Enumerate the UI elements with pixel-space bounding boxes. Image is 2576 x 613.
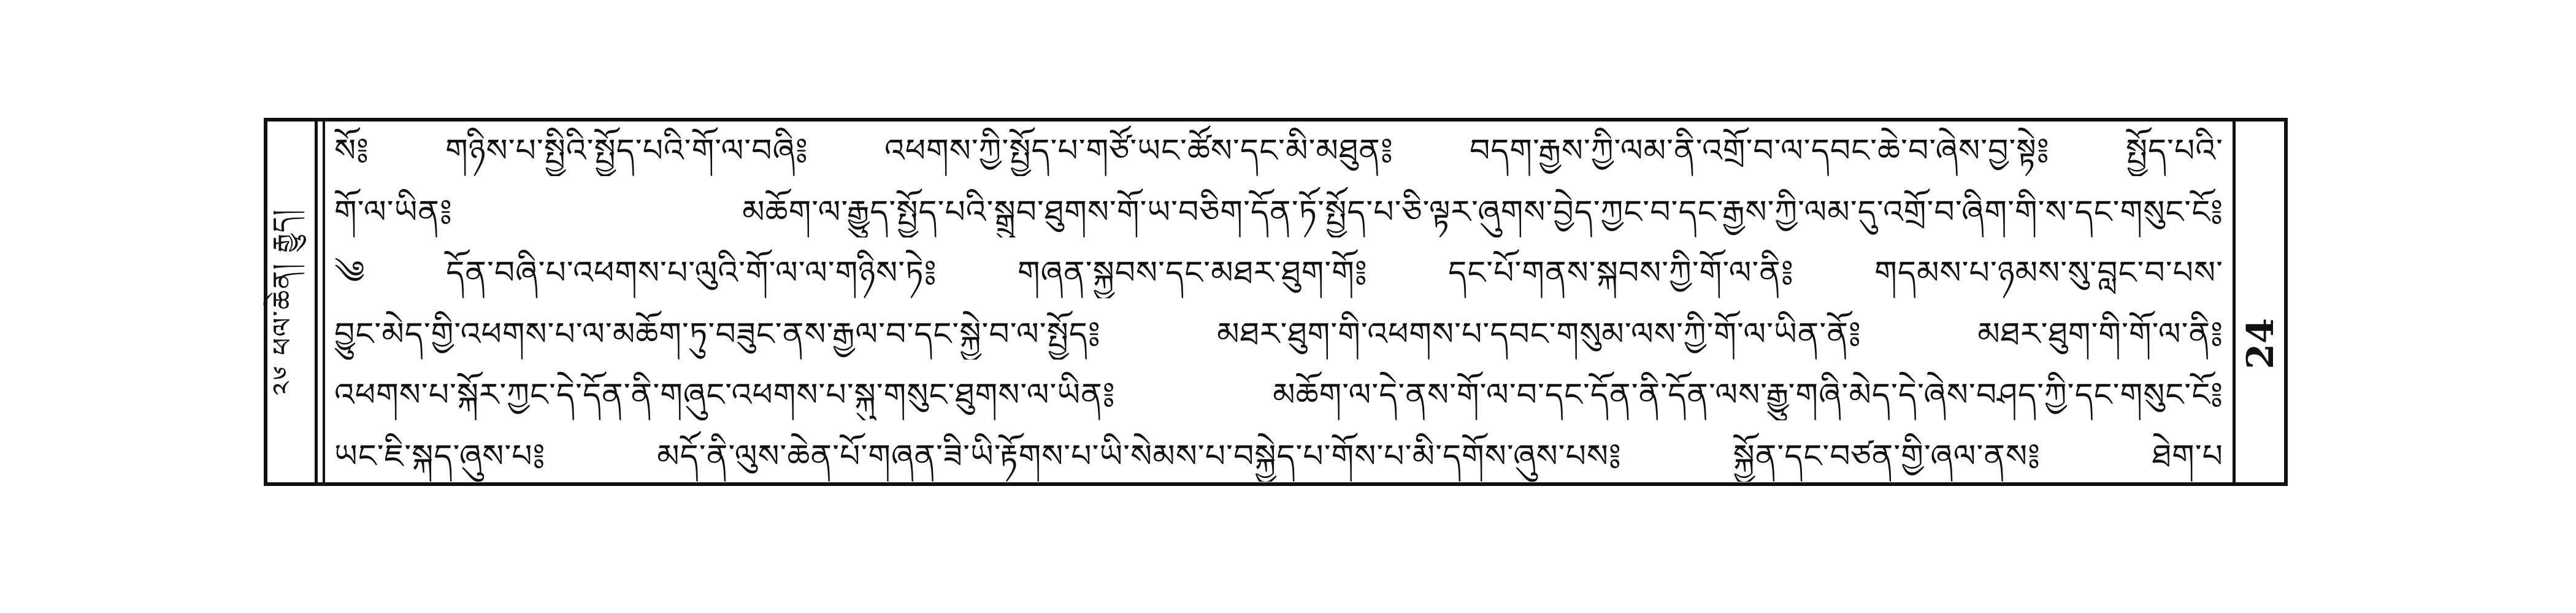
text-line-1: སོ༔ གཉིས་པ་སྤྱིའི་སྤྱོད་པའི་གོ་ལ་བཞི༔ འཕགས་ཀྱི་སྤྱོད་པ་གཙོ་ཡང་ཚོས་དང་མི་མཐུན༔ བདག་རྒྱས་ཀྱི་ལམ་ནི་འགྲོ་བ་ལ་དབང་ཆེ་བ་ཞེས་བྱ་སྟེ༔ སྤྱོད་པའི་	[334, 133, 2223, 169]
text-line-2: གོ་ལ་ཡིན༔ མཆོག་ལ་རྒྱུད་སྤྱོད་པའི་སྒྲུབ་ཐུགས་གོ་ཡ་བཅིག་དོན་ཏོ་སྤྱོད་པ་ཅི་ལྟར་ཞུགས་བྱེད་ཀྱང་བ་དང་རྒྱས་ཀྱི་ལམ་དུ་འགྲོ་བ་ཞིག་གི་ས་དང་གསུང་ངོ༔	[334, 193, 2223, 231]
folio-number: 24	[2239, 318, 2282, 369]
text-line-3: ༄ དོན་བཞི་པ་འཕགས་པ་ལུའི་གོ་ལ་ལ་གཉིས་ཏེ༔ གཞན་སྐྱབས་དང་མཐར་ཐུག་གོ༔ དང་པོ་གནས་སྐབས་ཀྱི་གོ་ལ་ནི༔ གདམས་པ་ཉམས་སུ་བླང་བ་པས་	[334, 255, 2223, 292]
right-margin	[2233, 118, 2288, 486]
text-line-4: བྱུང་མེད་གྱི་འཕགས་པ་ལ་མཆོག་ཏུ་བཟུང་ནས་རྒྱལ་བ་དང་སྐྱེ་བ་ལ་སྤྱོད༔ མཐར་ཐུག་གི་འཕགས་པ་དབང་གསུམ་ལས་ཀྱི་གོ་ལ་ཡིན་ནོ༔ མཐར་ཐུག་གི་གོ་ལ་ནི༔	[334, 315, 2223, 353]
text-block	[334, 126, 2223, 482]
text-line-6: ཡང་ཇི་སྐད་ཞུས་པ༔ མདོ་ནི་ལུས་ཆེན་པོ་གཞན་ཟི་ཡི་རྟོགས་པ་ཡི་སེམས་པ་བསྐྱེད་པ་གོས་པ་མི་དགོས་ཞུས་པས༔ སྐྱོན་དང་བཙན་གྱི་ཞལ་ནས༔ ཐེག་པ	[334, 438, 2223, 475]
text-line-5: འཕགས་པ་སྐོར་ཀྱང་དེ་དོན་ནི་གཞུང་འཕགས་པ་སྐུ་གསུང་ཐུགས་ལ་ཡིན༔ མཆོག་ལ་དེ་ནས་གོ་ལ་བ་དང་དོན་ནི་དོན་ལས་རྒྱུ་གཞི་མེད་དེ་ཞེས་བཤད་ཀྱི་དང་གསུང་ངོ༔	[334, 377, 2223, 414]
margin-title: ༢༦ ཕལ་ཆེན། རྒྱུད།	[267, 208, 299, 396]
